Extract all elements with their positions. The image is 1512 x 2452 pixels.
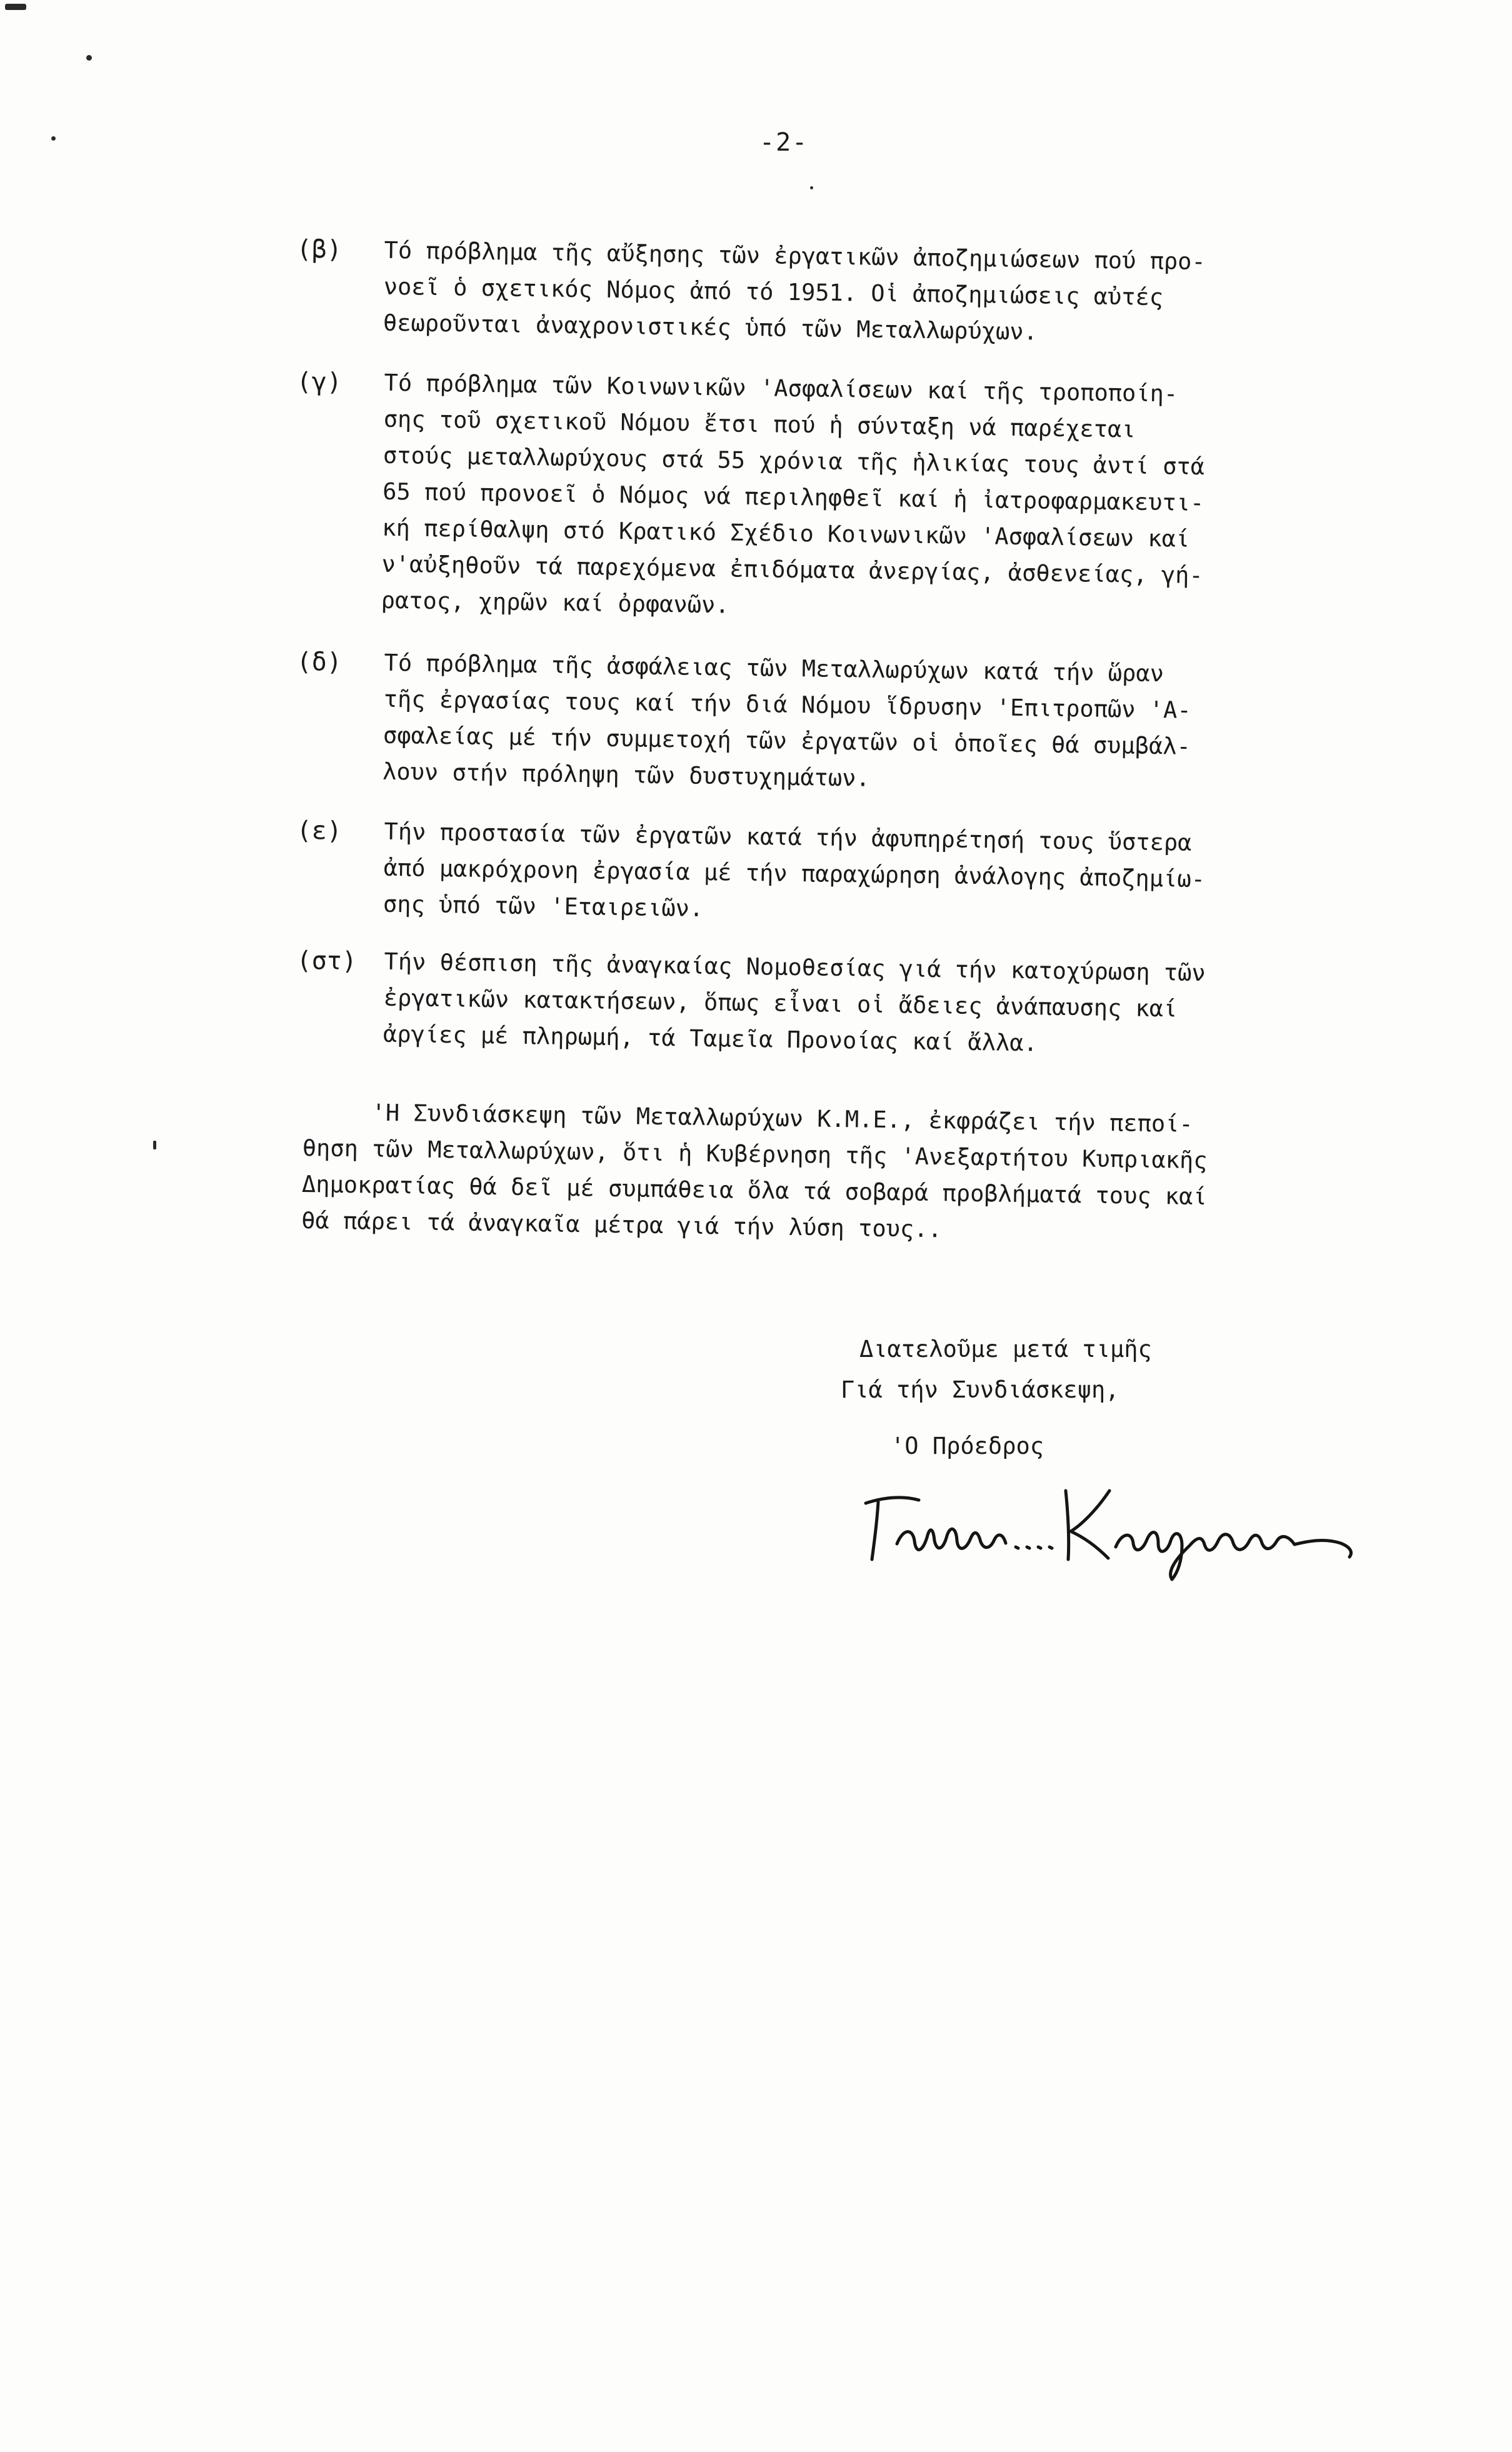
scan-speck	[51, 136, 56, 141]
text-line: Τό πρόβλημα τῆς ἀσφάλειας τῶν Μεταλλωρύχων κατά τήν ὥραν	[384, 649, 1164, 688]
list-item-delta	[296, 644, 1366, 792]
item-text	[381, 365, 1359, 633]
text-line: Τήν προστασία τῶν ἐργατῶν κατά τήν ἀφυπηρέτησή τους ὕστερα	[384, 818, 1192, 856]
text-line: θεωροῦνται ἀναχρονιστικές ὑπό τῶν Μεταλλωρύχων.	[383, 309, 1038, 346]
text-line: 65 πού προνοεῖ ὁ Νόμος νά περιληφθεῖ καί ἡ ἰατροφαρμακευτι-	[382, 478, 1204, 517]
scan-speck	[86, 55, 92, 61]
text-line: Τό πρόβλημα τῶν Κοινωνικῶν 'Ασφαλίσεων καί τῆς τροποποίη-	[384, 369, 1178, 408]
text-line: θηση τῶν Μεταλλωρύχων, ὅτι ἡ Κυβέρνηση τῆς 'Ανεξαρτήτου Κυπριακῆς	[302, 1134, 1208, 1174]
text-line: ἀργίες μέ πληρωμή, τά Ταμεῖα Προνοίας καί ἄλλα.	[383, 1020, 1038, 1057]
item-text	[383, 645, 1359, 804]
text-line: τῆς ἐργασίας τους καί τήν διά Νόμου ἵδρυσην 'Επιτροπῶν 'Α-	[383, 685, 1191, 724]
item-text	[383, 944, 1359, 1066]
item-text	[383, 233, 1359, 355]
item-marker: (δ)	[296, 647, 343, 677]
text-line: κή περίθαλψη στό Κρατικό Σχέδιο Κοινωνικῶν 'Ασφαλίσεων καί	[382, 514, 1190, 553]
scan-speck	[810, 186, 813, 189]
scan-speck	[5, 4, 26, 10]
list-item-gamma	[296, 364, 1366, 619]
signatory-role: 'Ο Πρόεδρος	[891, 1433, 1044, 1459]
text-line: Τήν θέσπιση τῆς ἀναγκαίας Νομοθεσίας γιά τήν κατοχύρωση τῶν	[384, 948, 1206, 987]
text-line: ἐργατικῶν κατακτήσεων, ὅπως εἶναι οἱ ἄδειες ἀνάπαυσης καί	[383, 984, 1178, 1023]
text-line: θά πάρει τά ἀναγκαῖα μέτρα γιά τήν λύση τους..	[301, 1206, 943, 1243]
item-marker: (στ)	[296, 946, 358, 976]
text-line: 'Η Συνδιάσκεψη τῶν Μεταλλωρύχων Κ.Μ.Ε., ἐκφράζει τήν πεποί-	[371, 1099, 1194, 1138]
item-text	[383, 814, 1359, 936]
text-line: ρατος, χηρῶν καί ὀρφανῶν.	[381, 586, 729, 619]
closing-greeting: Διατελοῦμε μετά τιμῆς	[859, 1336, 1152, 1363]
handwritten-signature	[859, 1478, 1359, 1584]
closing-paragraph	[301, 1094, 1366, 1254]
item-marker: (γ)	[296, 367, 343, 397]
text-line: λουν στήν πρόληψη τῶν δυστυχημάτων.	[382, 758, 871, 792]
on-behalf-line: Γιά τήν Συνδιάσκεψη,	[841, 1376, 1119, 1403]
text-line: νοεῖ ὁ σχετικός Νόμος ἀπό τό 1951. Οἱ ἀποζημιώσεις αὐτές	[383, 273, 1164, 311]
item-marker: (β)	[296, 234, 343, 264]
text-line: σης ὑπό τῶν 'Εταιρειῶν.	[383, 890, 704, 922]
page-number: -2-	[759, 128, 809, 157]
list-item-stigma	[296, 943, 1366, 1057]
text-line: ν'αὐξηθοῦν τά παρεχόμενα ἐπιδόματα ἀνεργίας, ἀσθενείας, γή-	[381, 550, 1203, 589]
text-line: σφαλείας μέ τήν συμμετοχή τῶν ἐργατῶν οἱ ὁποῖες θά συμβάλ-	[383, 721, 1191, 760]
list-item-beta	[296, 231, 1366, 346]
text-line: Δημοκρατίας θά δεῖ μέ συμπάθεια ὅλα τά σοβαρά προβλήματά τους καί	[301, 1170, 1208, 1211]
text-line: σης τοῦ σχετικοῦ Νόμου ἔτσι πού ἡ σύνταξη νά παρέχεται	[383, 405, 1136, 443]
scan-speck	[153, 1141, 156, 1149]
text-line: ἀπό μακρόχρονη ἐργασία μέ τήν παραχώρηση ἀνάλογης ἀποζημίω-	[383, 854, 1206, 893]
list-item-epsilon	[296, 813, 1366, 922]
text-line: Τό πρόβλημα τῆς αὔξησης τῶν ἐργατικῶν ἀποζημιώσεων πού προ-	[384, 236, 1206, 276]
item-marker: (ε)	[296, 816, 343, 846]
text-line: στούς μεταλλωρύχους στά 55 χρόνια τῆς ἡλικίας τους ἀντί στά	[383, 441, 1205, 481]
